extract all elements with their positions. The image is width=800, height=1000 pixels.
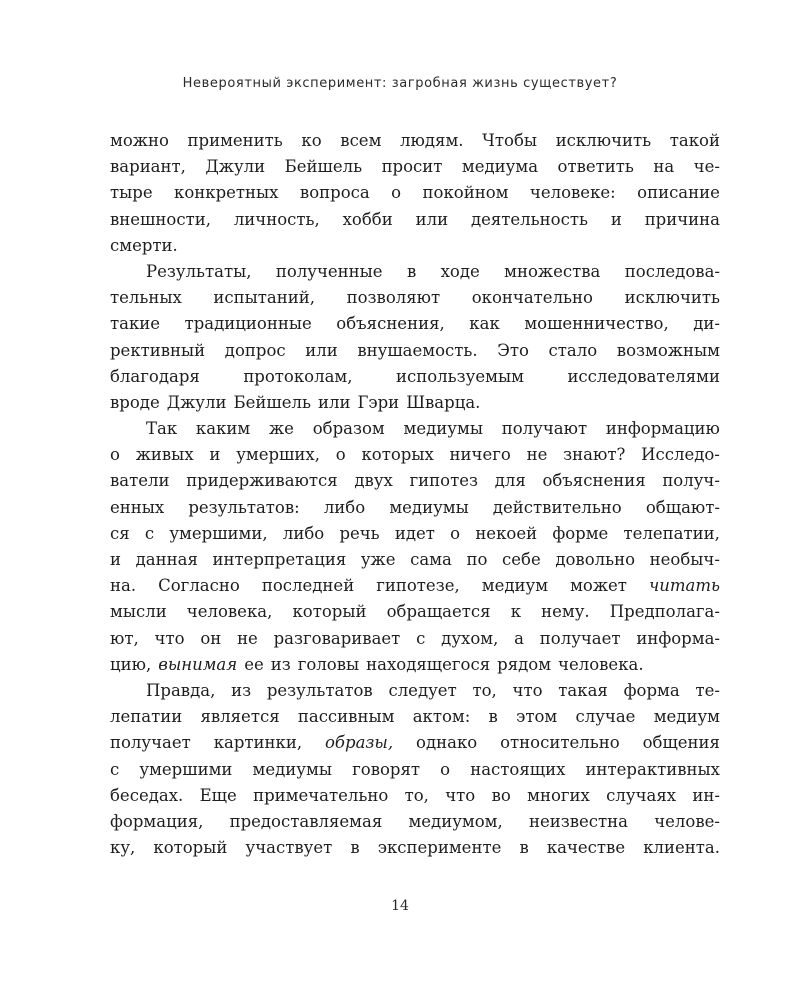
word: стало [548,340,598,360]
word: рективный [110,340,206,360]
text-line [110,757,720,783]
word: нему. [541,602,590,622]
word: форма [623,680,680,700]
word: головы [297,654,360,674]
word: и [110,550,121,569]
word: рядом [497,654,552,674]
text-line [110,678,720,704]
word: тыре [110,183,153,203]
word: находящегося [366,654,491,674]
word: с [144,523,155,543]
word: он [200,628,222,648]
text-line [110,180,720,206]
word: и [610,209,622,229]
body-text [110,128,720,861]
word: следует [388,680,457,700]
word: вопроса [299,183,370,203]
text-line [110,783,720,809]
word: обращается [386,602,491,622]
word: или [305,340,338,360]
word: общения [642,733,720,753]
word: хобби [342,209,393,229]
word: образом [312,419,385,439]
word: о [391,183,402,203]
word: данная [135,550,198,569]
word: то, [404,785,429,805]
word: Джули [205,157,266,177]
word: результатов [266,680,373,700]
word: ничего [449,445,511,465]
word: человека, [186,602,273,622]
word: пассивным [297,707,395,727]
text-line [110,442,720,468]
word: медиум [481,576,549,596]
running-head: Невероятный эксперимент: загробная жизнь существует? [182,76,618,91]
word: умерших, [236,445,320,465]
word: получает [539,628,621,648]
word: деятельность [470,209,588,229]
word: объяснения, [336,314,445,334]
word: знают? [563,445,626,465]
word: лепатии [110,707,183,727]
word: с [110,759,120,779]
word: качестве [546,838,626,858]
word: каким [195,419,251,439]
word: благодаря [110,366,200,386]
word: для [494,471,526,491]
word: те- [695,680,720,700]
word: информа- [636,628,720,648]
word: Предполага- [609,602,720,622]
word: которых [361,445,434,465]
word: действительно [492,497,622,517]
text-line [110,128,720,154]
text-line [110,390,720,416]
word: который [292,602,367,622]
word: уже [360,550,396,569]
text-line [110,730,720,756]
text-line [110,835,720,861]
word: возможным [616,340,720,360]
word: форме [552,523,609,543]
text-line [110,154,720,180]
word: на. [110,576,137,596]
word: исключить [624,288,720,308]
text-line [110,259,720,285]
word: по [466,550,488,569]
text-line [110,599,720,625]
emphasized-word: образы, [325,733,394,753]
word: протоколам, [243,366,353,386]
word: не [526,445,548,465]
word: ее [244,654,264,674]
word: медиум [653,707,720,727]
word: как [469,314,500,334]
word: беседах. [110,785,184,805]
word: говорят [352,759,421,779]
word: же [268,419,294,439]
word: в [406,261,417,281]
text-line [110,416,720,442]
word: ин- [692,785,720,805]
word: который [153,838,228,858]
word: используемым [396,366,524,386]
word: о [110,445,120,465]
word: телепатии, [623,523,720,543]
word: двух [354,471,393,491]
word: во [491,785,511,805]
word: неизвестна [528,811,629,831]
word: относительно [500,733,620,753]
word: в [519,838,529,858]
word: последней [261,576,355,596]
word: интерпретация [212,550,347,569]
word: Бейшель [284,157,363,177]
word: медиумом, [408,811,503,831]
word: что [512,680,543,700]
word: медиумы [389,497,469,517]
word: примечательно [253,785,389,805]
word: живых [135,445,194,465]
word: полученные [275,261,383,281]
word: медиумы [252,759,332,779]
text-line [110,338,720,364]
word: сама [410,550,452,569]
word: позволяют [346,288,441,308]
word: цию, [110,654,152,674]
word: мошенничество, [524,314,669,334]
word: разговаривает [273,628,401,648]
word: испытаний, [213,288,315,308]
word: о [440,759,451,779]
word: покойном [422,183,509,203]
word: смерти. [110,235,178,255]
word: получает [110,733,191,753]
word: настоящих [470,759,566,779]
word: личность, [233,209,320,229]
word: традиционные [184,314,312,334]
word: клиента. [643,838,720,858]
word: придерживаются [186,471,338,491]
page-number: 14 [391,898,409,914]
text-line [110,704,720,730]
word: эксперименте [377,838,502,858]
text-line [110,364,720,390]
word: то, [472,680,497,700]
word: участвует [245,838,333,858]
word: описание [637,183,720,203]
word: Исследо- [641,445,720,465]
word: медиума [461,157,539,177]
word: является [200,707,280,727]
word: картинки, [213,733,303,753]
word: необыч- [649,550,720,569]
word: енных [110,497,165,517]
word: довольно [555,550,636,569]
word: либо [323,497,366,517]
word: этом [516,707,558,727]
word: окончательно [471,288,593,308]
word: Гэри [357,392,400,412]
word: о [450,523,461,543]
word: однако [416,733,478,753]
word: ся [110,523,130,543]
word: исключить [555,131,652,150]
word: получают [501,419,588,439]
word: результатов: [188,497,300,517]
word: в [488,707,498,727]
text-line [110,573,720,599]
text-line [110,468,720,494]
word: а [514,628,524,648]
word: ватели [110,471,170,491]
word: такая [558,680,608,700]
word: не [237,628,258,648]
text-line [110,626,720,652]
word: или [317,392,351,412]
word: случаях [606,785,677,805]
word: что [154,628,185,648]
word: просит [381,157,443,177]
text-line [110,521,720,547]
word: тельных [110,288,182,308]
word: вариант, [110,157,186,177]
word: мысли [110,602,167,622]
word: внешности, [110,209,211,229]
word: человека. [558,654,644,674]
word: может [570,576,627,596]
word: Чтобы [482,131,538,150]
text-line [110,311,720,337]
text-line [110,285,720,311]
word: многих [527,785,590,805]
word: Еще [199,785,237,805]
word: че- [693,157,720,177]
word: к [510,602,521,622]
word: человеке: [529,183,616,203]
word: информацию [605,419,720,439]
word: некоей [475,523,538,543]
word: Согласно [158,576,240,596]
word: либо [282,523,325,543]
word: ди- [693,314,720,334]
word: допрос [224,340,286,360]
word: медиумы [403,419,483,439]
word: себе [502,550,541,569]
word: конкретных [174,183,279,203]
word: ют, [110,628,139,648]
word: идет [394,523,435,543]
word: всем [340,131,382,150]
word: о [335,445,346,465]
emphasized-word: читать [648,576,720,596]
word: такие [110,314,161,334]
word: людям. [400,131,464,150]
word: речь [339,523,380,543]
word: Так [146,419,178,439]
word: такой [669,131,720,150]
word: Это [497,340,529,360]
word: исследователями [567,366,720,386]
word: актом: [412,707,471,727]
text-line [110,233,720,259]
text-line [110,547,720,573]
word: можно [110,131,169,150]
word: духом, [441,628,499,648]
word: вроде [110,392,160,412]
word: из [270,654,291,674]
word: в [350,838,360,858]
emphasized-word: вынимая [158,654,238,674]
word: применить [187,131,283,150]
word: формация, [110,811,204,831]
word: ходе [440,261,480,281]
word: умершими [139,759,233,779]
word: получ- [662,471,720,491]
word: Джули [166,392,227,412]
word: с [416,628,426,648]
word: ку, [110,838,136,858]
text-line [110,652,720,678]
word: интерактивных [585,759,720,779]
word: множества [504,261,601,281]
word: общают- [645,497,720,517]
text-line [110,207,720,233]
word: или [415,209,449,229]
word: ответить [557,157,634,177]
word: Результаты, [146,261,252,281]
word: Шварца. [406,392,481,412]
word: случае [575,707,636,727]
word: ко [301,131,322,150]
word: предоставляемая [229,811,383,831]
text-line [110,495,720,521]
word: Бейшель [233,392,311,412]
word: челове- [654,811,720,831]
word: умершими, [169,523,268,543]
word: внушаемость. [357,340,478,360]
word: объяснения [542,471,646,491]
word: гипотезе, [376,576,460,596]
word: что [445,785,476,805]
word: на [653,157,675,177]
word: Правда, [146,680,216,700]
word: и [209,445,221,465]
word: последова- [624,261,720,281]
word: гипотез [409,471,478,491]
text-line [110,809,720,835]
word: из [231,680,252,700]
word: причина [644,209,720,229]
